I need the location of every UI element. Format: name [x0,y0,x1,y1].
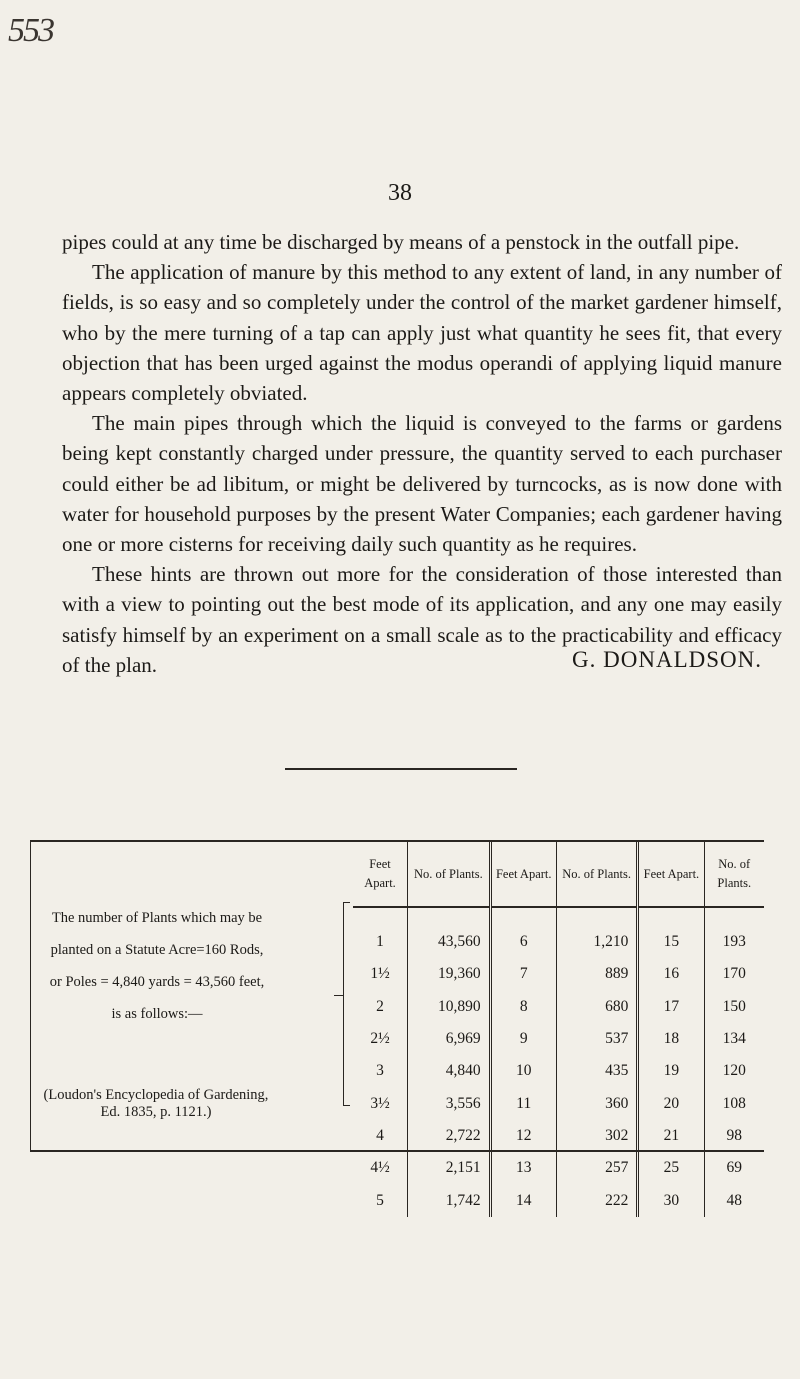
header-no-of-plants-1: No. of Plants. [408,842,491,907]
brace-mark [343,902,352,1106]
table-cell: 7 [490,958,556,990]
table-cell: 12 [490,1120,556,1152]
table-row [353,1184,764,1216]
plant-spacing-table-box [30,840,764,1209]
table-cell: 108 [722,1094,746,1112]
table-cell: 360 [556,1087,637,1119]
page-number: 38 [388,180,412,206]
table-cell: 98 [726,1126,742,1144]
brace-tip [334,995,343,996]
table-cell: 134 [722,1030,746,1048]
table-cell: 69 [726,1159,742,1177]
table-cell: 4,840 [408,1055,491,1087]
handwritten-page-mark: 553 [8,12,53,49]
header-no-of-plants-3: No. of Plants. [704,842,764,907]
table-cell: 13 [490,1152,556,1184]
table-cell: 16 [638,958,704,990]
table-cell: 889 [556,958,637,990]
table-cell: 170 [722,965,746,983]
table-cell: 302 [556,1120,637,1152]
table-cell: 11 [490,1087,556,1119]
table-cell: 1,742 [408,1184,491,1216]
table-cell: 193 [722,933,746,951]
paragraph-1: pipes could at any time be discharged by means of a penstock in the outfall pipe. [62,230,740,254]
signature: G. DONALDSON. [572,647,762,672]
table-citation: (Loudon's Encyclopedia of Gardening, Ed. 1835, p. 1121.) [43,1087,269,1120]
table-cell: 2,722 [408,1120,491,1152]
table-row [353,991,764,1023]
plant-spacing-table [353,842,764,1217]
paragraph-2: The application of manure by this method to any extent of land, in any number of fields, is so easy and so completely under the control of the market gardener himself, who by the mere turning of a tap can apply just what quantity he sees fit, that every objection that has been urged against the modus operandi of applying liquid manure appears completely obviated. [62,260,782,406]
table-row [353,926,764,958]
table-cell: 6 [490,926,556,958]
table-cell: 1½ [353,958,408,990]
table-cell: 20 [638,1087,704,1119]
table-cell: 10,890 [408,991,491,1023]
table-cell: 15 [638,926,704,958]
table-cell: 14 [490,1184,556,1216]
table-cell: 30 [638,1184,704,1216]
table-row [353,1023,764,1055]
table-cell: 25 [638,1152,704,1184]
table-cell: 8 [490,991,556,1023]
body-text [62,227,782,680]
table-side-note: The number of Plants which may be planted on a Statute Acre=160 Rods, or Poles = 4,840 yards = 43,560 feet, is as follows:— [49,910,265,1022]
table-cell: 9 [490,1023,556,1055]
header-feet-apart-2: Feet Apart. [490,842,556,907]
table-cell: 222 [556,1184,637,1216]
table-cell: 10 [490,1055,556,1087]
table-cell: 48 [726,1191,742,1209]
table-cell: 257 [556,1152,637,1184]
table-cell: 21 [638,1120,704,1152]
table-cell: 150 [722,997,746,1015]
paragraph-4: These hints are thrown out more for the consideration of those interested than with a view to pointing out the best mode of its application, and any one may easily satisfy himself by an experiment on a small scale as to the practicability and efficacy of the plan. [62,562,782,677]
table-cell: 2,151 [408,1152,491,1184]
table-cell: 5 [353,1184,408,1216]
table-cell: 6,969 [408,1023,491,1055]
table-cell: 3½ [353,1087,408,1119]
paragraph-3: The main pipes through which the liquid is conveyed to the farms or gardens being kept constantly charged under pressure, the quantity served to each purchaser could either be ad libitum, or might be delivered by turncocks, as is now done with water for household purposes by the present Water Companies; each gardener having one or more cisterns for receiving daily such quantity as he requires. [62,411,782,557]
table-row [353,1152,764,1184]
table-header-row [353,842,764,907]
header-feet-apart-1: Feet Apart. [353,842,408,907]
header-feet-apart-3: Feet Apart. [638,842,704,907]
table-cell: 120 [722,1062,746,1080]
table-cell: 680 [556,991,637,1023]
table-cell: 4 [353,1120,408,1152]
table-cell: 2½ [353,1023,408,1055]
table-cell: 19 [638,1055,704,1087]
table-row [353,1055,764,1087]
table-cell: 537 [556,1023,637,1055]
table-row [353,1087,764,1119]
table-cell: 3 [353,1055,408,1087]
table-cell: 3,556 [408,1087,491,1119]
table-cell: 2 [353,991,408,1023]
table-cell: 19,360 [408,958,491,990]
table-cell: 17 [638,991,704,1023]
table-body [353,907,764,1217]
table-cell: 1,210 [556,926,637,958]
table-cell: 43,560 [408,926,491,958]
table-cell: 1 [353,926,408,958]
section-divider [285,768,517,770]
table-row [353,958,764,990]
table-cell: 435 [556,1055,637,1087]
table-row [353,1120,764,1152]
table-cell: 18 [638,1023,704,1055]
header-no-of-plants-2: No. of Plants. [556,842,637,907]
table-cell: 4½ [353,1152,408,1184]
